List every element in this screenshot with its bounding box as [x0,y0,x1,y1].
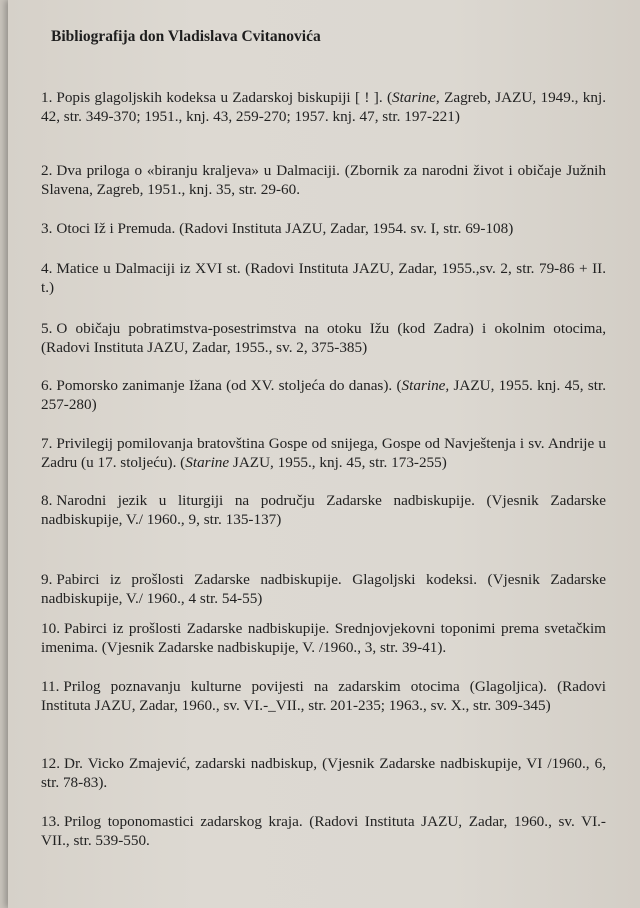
entry-number: 3. [41,220,53,237]
entry-text: Pabirci iz prošlosti Zadarske nadbiskupije. Glagoljski kodeksi. (Vjesnik Zadarske nadbiskupije, V./ 1960., 4 str. 54-55) [41,571,606,607]
entry-text-rest: JAZU, 1955. knj. 45, str. 257-280) [41,377,606,413]
entry-number: 8. [41,492,53,509]
entry-text-rest: Zagreb, JAZU, 1949., knj. 42, str. 349-370; 1951., knj. 43, 259-270; 1957. knj. 47, str. 197-221) [41,89,606,125]
entry-number: 6. [41,377,53,394]
entry-number: 5. [41,320,53,337]
entry-text: Pabirci iz prošlosti Zadarske nadbiskupije. Srednjovjekovni toponimi prema svetačkim imenima. (Vjesnik Zadarske nadbiskupije, V. /1960., 3, str. 39-41). [41,620,606,656]
entry-text: O običaju pobratimstva-posestrimstva na otoku Ižu (kod Zadra) i okolnim otocima, (Radovi Instituta JAZU, Zadar, 1955., sv. 2, 375-385) [41,320,606,356]
bibliography-entry [41,88,606,126]
entry-text: Prilog poznavanju kulturne povijesti na zadarskim otocima (Glagoljica). (Radovi Instituta JAZU, Zadar, 1960., sv. VI.-_VII., str. 201-235; 1963., sv. X., str. 309-345) [41,678,606,714]
bibliography-entry [41,434,606,472]
entry-text: Otoci Iž i Premuda. (Radovi Instituta JAZU, Zadar, 1954. sv. I, str. 69-108) [56,220,514,237]
bibliography-entry [41,161,606,199]
document-page [8,0,640,908]
bibliography-entry [41,491,606,529]
bibliography-entry [41,754,606,792]
entry-number: 12. [41,755,60,772]
entry-number: 1. [41,89,53,106]
entry-number: 11. [41,678,60,695]
entry-italic-text: Starine [185,454,230,471]
page-title: Bibliografija don Vladislava Cvitanovića [51,28,321,45]
entry-number: 2. [41,162,53,179]
bibliography-entry [41,619,606,657]
entry-italic-text: Starine, [401,377,450,394]
entry-text: Pomorsko zanimanje Ižana (od XV. stoljeća do danas). ( [56,377,402,394]
entry-number: 9. [41,571,53,588]
entry-text: Narodni jezik u liturgiji na području Zadarske nadbiskupije. (Vjesnik Zadarske nadbiskupije, V./ 1960., 9, str. 135-137) [41,492,606,528]
bibliography-entry [41,319,606,357]
entry-number: 13. [41,813,60,830]
entry-text: Privilegij pomilovanja bratovština Gospe od snijega, Gospe od Navještenja i sv. Andrije u Zadru (u 17. stoljeću). ( [41,435,606,471]
entry-number: 10. [41,620,60,637]
entry-number: 7. [41,435,53,452]
entry-text: Prilog toponomastici zadarskog kraja. (Radovi Instituta JAZU, Zadar, 1960., sv. VI.-VII., str. 539-550. [41,813,606,849]
entry-text: Popis glagoljskih kodeksa u Zadarskoj biskupiji [ ! ]. ( [56,89,393,106]
bibliography-entry [41,259,606,297]
entry-text: Dva priloga o «biranju kraljeva» u Dalmaciji. (Zbornik za narodni život i običaje Južnih Slavena, Zagreb, 1951., knj. 35, str. 29-60. [41,162,606,198]
entry-text-rest: JAZU, 1955., knj. 45, str. 173-255) [229,454,447,471]
entry-number: 4. [41,260,53,277]
bibliography-entry [41,376,606,414]
bibliography-entry [41,677,606,715]
entry-text: Dr. Vicko Zmajević, zadarski nadbiskup, (Vjesnik Zadarske nadbiskupije, VI /1960., 6, str. 78-83). [41,755,606,791]
bibliography-entry [41,219,606,238]
bibliography-entry [41,812,606,850]
bibliography-entry [41,570,606,608]
entry-italic-text: Starine, [392,89,440,106]
entry-text: Matice u Dalmaciji iz XVI st. (Radovi Instituta JAZU, Zadar, 1955.,sv. 2, str. 79-86 + II. t.) [41,260,606,296]
